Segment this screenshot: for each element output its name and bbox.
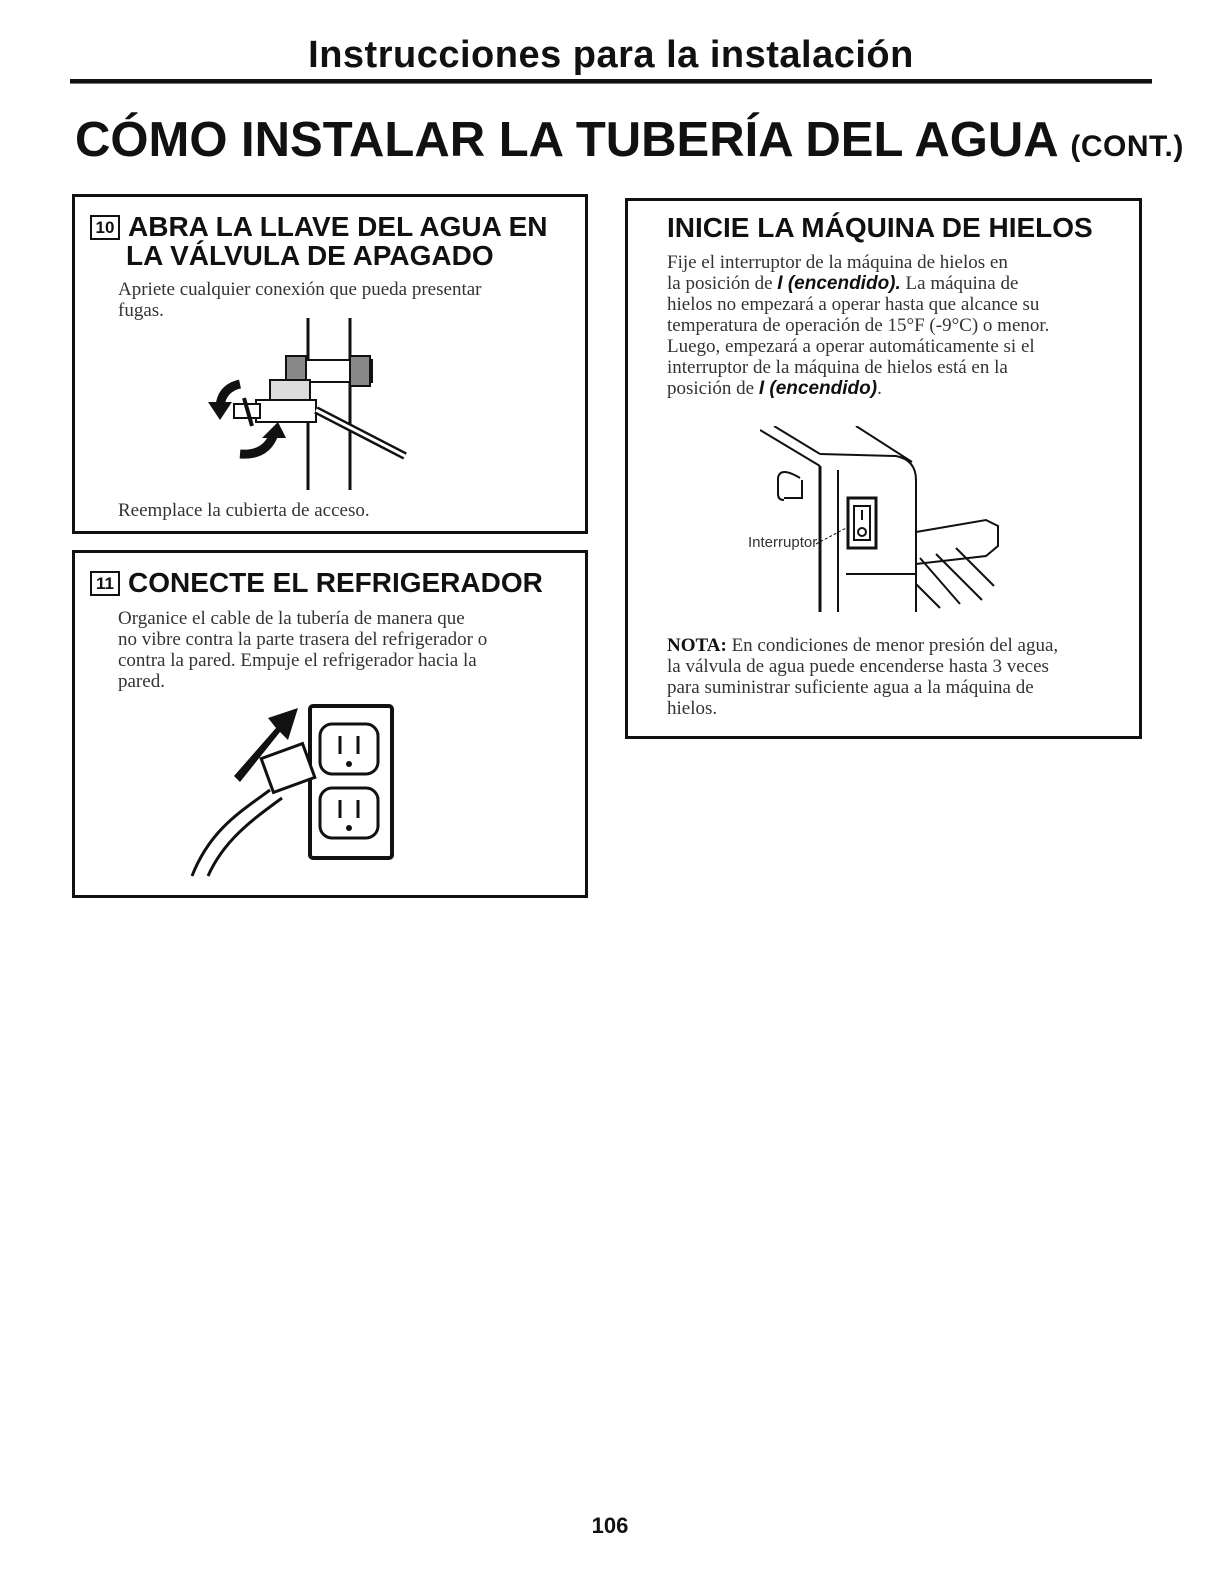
encendido-label: I (encendido) [758,378,878,399]
encendido-label: I (encendido). [777,273,901,294]
step-10-text [118,279,481,321]
step-11-title-text: CONECTE EL REFRIGERADOR [128,567,543,598]
wall-outlet-illustration [190,700,420,880]
icemaker-title: INICIE LA MÁQUINA DE HIELOS [667,212,1093,243]
step-11-text [118,608,487,692]
step-10-title-line-2: LA VÁLVULA DE APAGADO [126,240,494,271]
step-11-number: 11 [90,571,120,596]
icemaker-note-line: NOTA: En condiciones de menor presión del agua, [667,635,1059,656]
icemaker-text-line: la posición de I (encendido). La máquina de [667,273,1019,294]
step-10-caption: Reemplace la cubierta de acceso. [118,500,370,521]
step-11-text-line: pared. [118,671,165,692]
header-rule [70,79,1152,84]
icemaker-note-line: para suministrar suficiente agua a la máquina de [667,677,1034,698]
page-title [75,112,1184,168]
section-header: Instrucciones para la instalación [308,34,914,76]
step-11-text-line: Organice el cable de la tubería de manera que [118,608,465,629]
step-11-text-line: no vibre contra la parte trasera del refrigerador o [118,629,488,650]
icemaker-note [667,635,1058,719]
step-10-text-line: Apriete cualquier conexión que pueda presentar [118,279,482,300]
step-11-title [90,568,543,597]
icemaker-text-line: Luego, empezará a operar automáticamente si el [667,336,1035,357]
interruptor-label: Interruptor [748,534,818,551]
page-title-main: CÓMO INSTALAR LA TUBERÍA DEL AGUA [75,113,1057,167]
icemaker-text-line: posición de I (encendido). [667,378,882,399]
icemaker-switch-illustration [760,426,1000,616]
icemaker-text-line: interruptor de la máquina de hielos está en la [667,357,1008,378]
note-label: NOTA: [667,635,727,656]
icemaker-text-line: hielos no empezará a operar hasta que alcance su [667,294,1040,315]
icemaker-note-line: la válvula de agua puede encenderse hasta 3 veces [667,656,1049,677]
page-number: 106 [591,1513,629,1538]
step-10-title [90,212,547,241]
icemaker-text-line: Fije el interruptor de la máquina de hielos en [667,252,1008,273]
step-11-text-line: contra la pared. Empuje el refrigerador hacia la [118,650,477,671]
step-10-number: 10 [90,215,120,240]
step-10-text-line: fugas. [118,300,164,321]
shutoff-valve-illustration [200,318,430,490]
icemaker-text [667,252,1049,399]
icemaker-text-line: temperatura de operación de 15°F (-9°C) o menor. [667,315,1050,336]
icemaker-note-line: hielos. [667,698,718,719]
step-10-title-line-1: ABRA LA LLAVE DEL AGUA EN [128,211,548,242]
page-title-suffix: (CONT.) [1070,130,1184,163]
